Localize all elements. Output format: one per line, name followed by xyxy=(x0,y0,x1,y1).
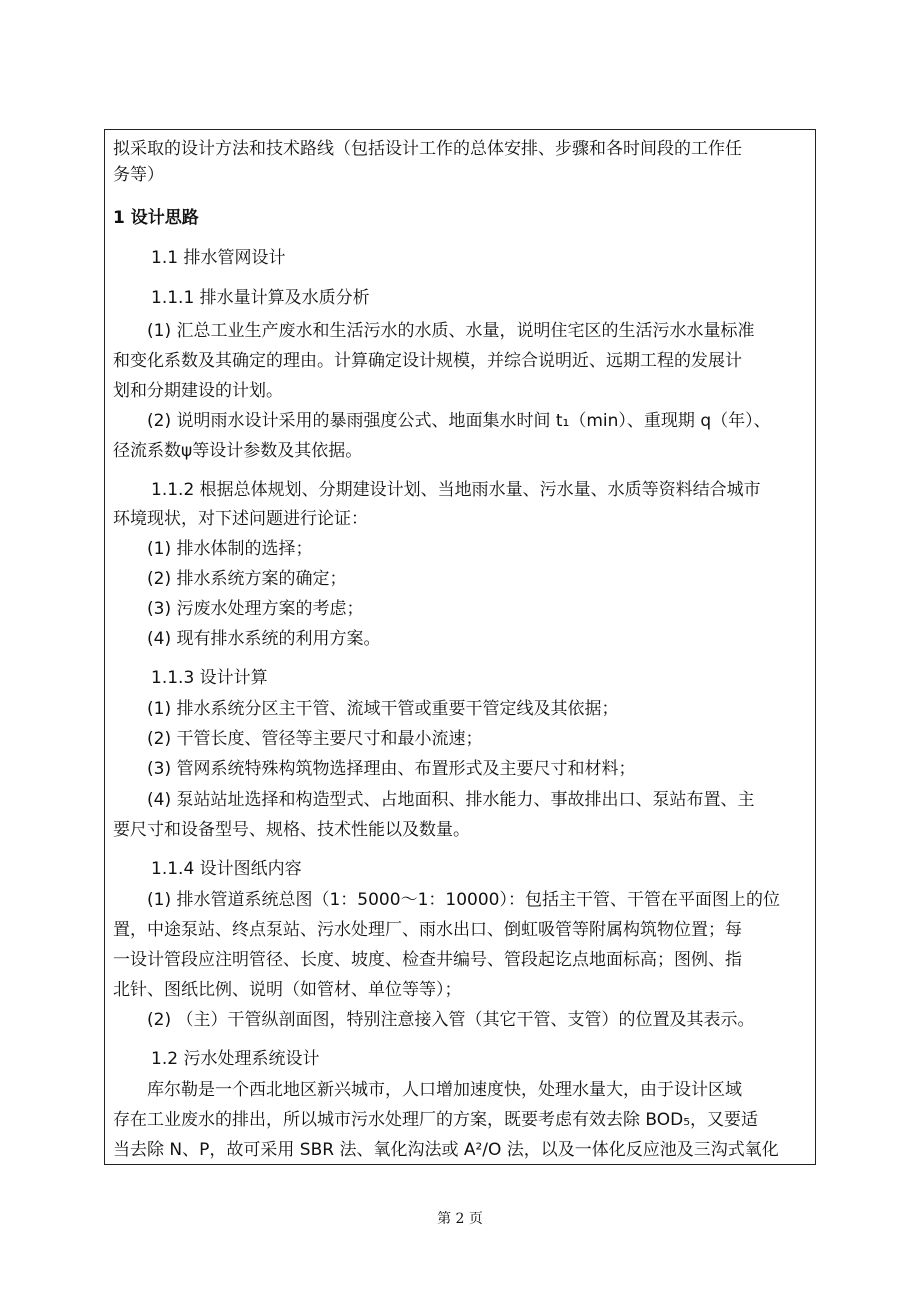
paragraph-line: (4) 泵站站址选择和构造型式、占地面积、排水能力、事故排出口、泵站布置、主 xyxy=(147,790,755,810)
paragraph-line: 和变化系数及其确定的理由。计算确定设计规模，并综合说明近、远期工程的发展计 xyxy=(113,351,742,371)
heading-1-1-4: 1.1.4 设计图纸内容 xyxy=(151,859,302,879)
paragraph-line: 划和分期建设的计划。 xyxy=(113,381,283,401)
paragraph-line: (1) 汇总工业生产废水和生活污水的水质、水量，说明住宅区的生活污水水量标准 xyxy=(147,321,755,341)
paragraph-line: 当去除 N、P，故可采用 SBR 法、氧化沟法或 A²/O 法，以及一体化反应池及三沟式氧化 xyxy=(113,1140,779,1160)
heading-1-1-1: 1.1.1 排水量计算及水质分析 xyxy=(151,288,370,308)
paragraph-line: 环境现状，对下述问题进行论证： xyxy=(113,509,368,529)
section-header-line: 拟采取的设计方法和技术路线（包括设计工作的总体安排、步骤和各时间段的工作任 xyxy=(113,139,742,159)
page-number: 第 2 页 xyxy=(437,1211,483,1227)
list-item: (4) 现有排水系统的利用方案。 xyxy=(147,629,381,649)
heading-1-2: 1.2 污水处理系统设计 xyxy=(151,1049,320,1069)
heading-1-1-3: 1.1.3 设计计算 xyxy=(151,668,268,688)
paragraph-line: 存在工业废水的排出，所以城市污水处理厂的方案，既要考虑有效去除 BOD₅，又要适 xyxy=(113,1110,759,1130)
paragraph-line: (2) （主）干管纵剖面图，特别注意接入管（其它干管、支管）的位置及其表示。 xyxy=(147,1010,755,1030)
heading-1: 1 设计思路 xyxy=(113,208,199,228)
list-item: (3) 管网系统特殊构筑物选择理由、布置形式及主要尺寸和材料； xyxy=(147,759,636,779)
list-item: (3) 污废水处理方案的考虑； xyxy=(147,599,364,619)
paragraph-line: 径流系数ψ等设计参数及其依据。 xyxy=(113,441,363,461)
paragraph-line: 库尔勒是一个西北地区新兴城市，人口增加速度快，处理水量大，由于设计区域 xyxy=(147,1080,742,1100)
list-item: (1) 排水系统分区主干管、流域干管或重要干管定线及其依据； xyxy=(147,699,619,719)
paragraph-line: 一设计管段应注明管径、长度、坡度、检查井编号、管段起讫点地面标高；图例、指 xyxy=(113,950,742,970)
paragraph-line: 要尺寸和设备型号、规格、技术性能以及数量。 xyxy=(113,820,470,840)
paragraph-line: 置，中途泵站、终点泵站、污水处理厂、雨水出口、倒虹吸管等附属构筑物位置；每 xyxy=(113,920,742,940)
list-item: (1) 排水体制的选择； xyxy=(147,539,313,559)
heading-1-1-2: 1.1.2 根据总体规划、分期建设计划、当地雨水量、污水量、水质等资料结合城市 xyxy=(151,480,761,500)
list-item: (2) 排水系统方案的确定； xyxy=(147,569,347,589)
content-table-cell xyxy=(104,129,816,1165)
paragraph-line: (2) 说明雨水设计采用的暴雨强度公式、地面集水时间 t₁（min）、重现期 q（年）、 xyxy=(147,411,771,431)
paragraph-line: 北针、图纸比例、说明（如管材、单位等等）； xyxy=(113,980,462,1000)
heading-1-1: 1.1 排水管网设计 xyxy=(151,248,286,268)
list-item: (2) 干管长度、管径等主要尺寸和最小流速； xyxy=(147,729,483,749)
section-header-line: 务等） xyxy=(113,165,164,185)
paragraph-line: (1) 排水管道系统总图（1：5000～1：10000）：包括主干管、干管在平面图上的位 xyxy=(147,890,780,910)
